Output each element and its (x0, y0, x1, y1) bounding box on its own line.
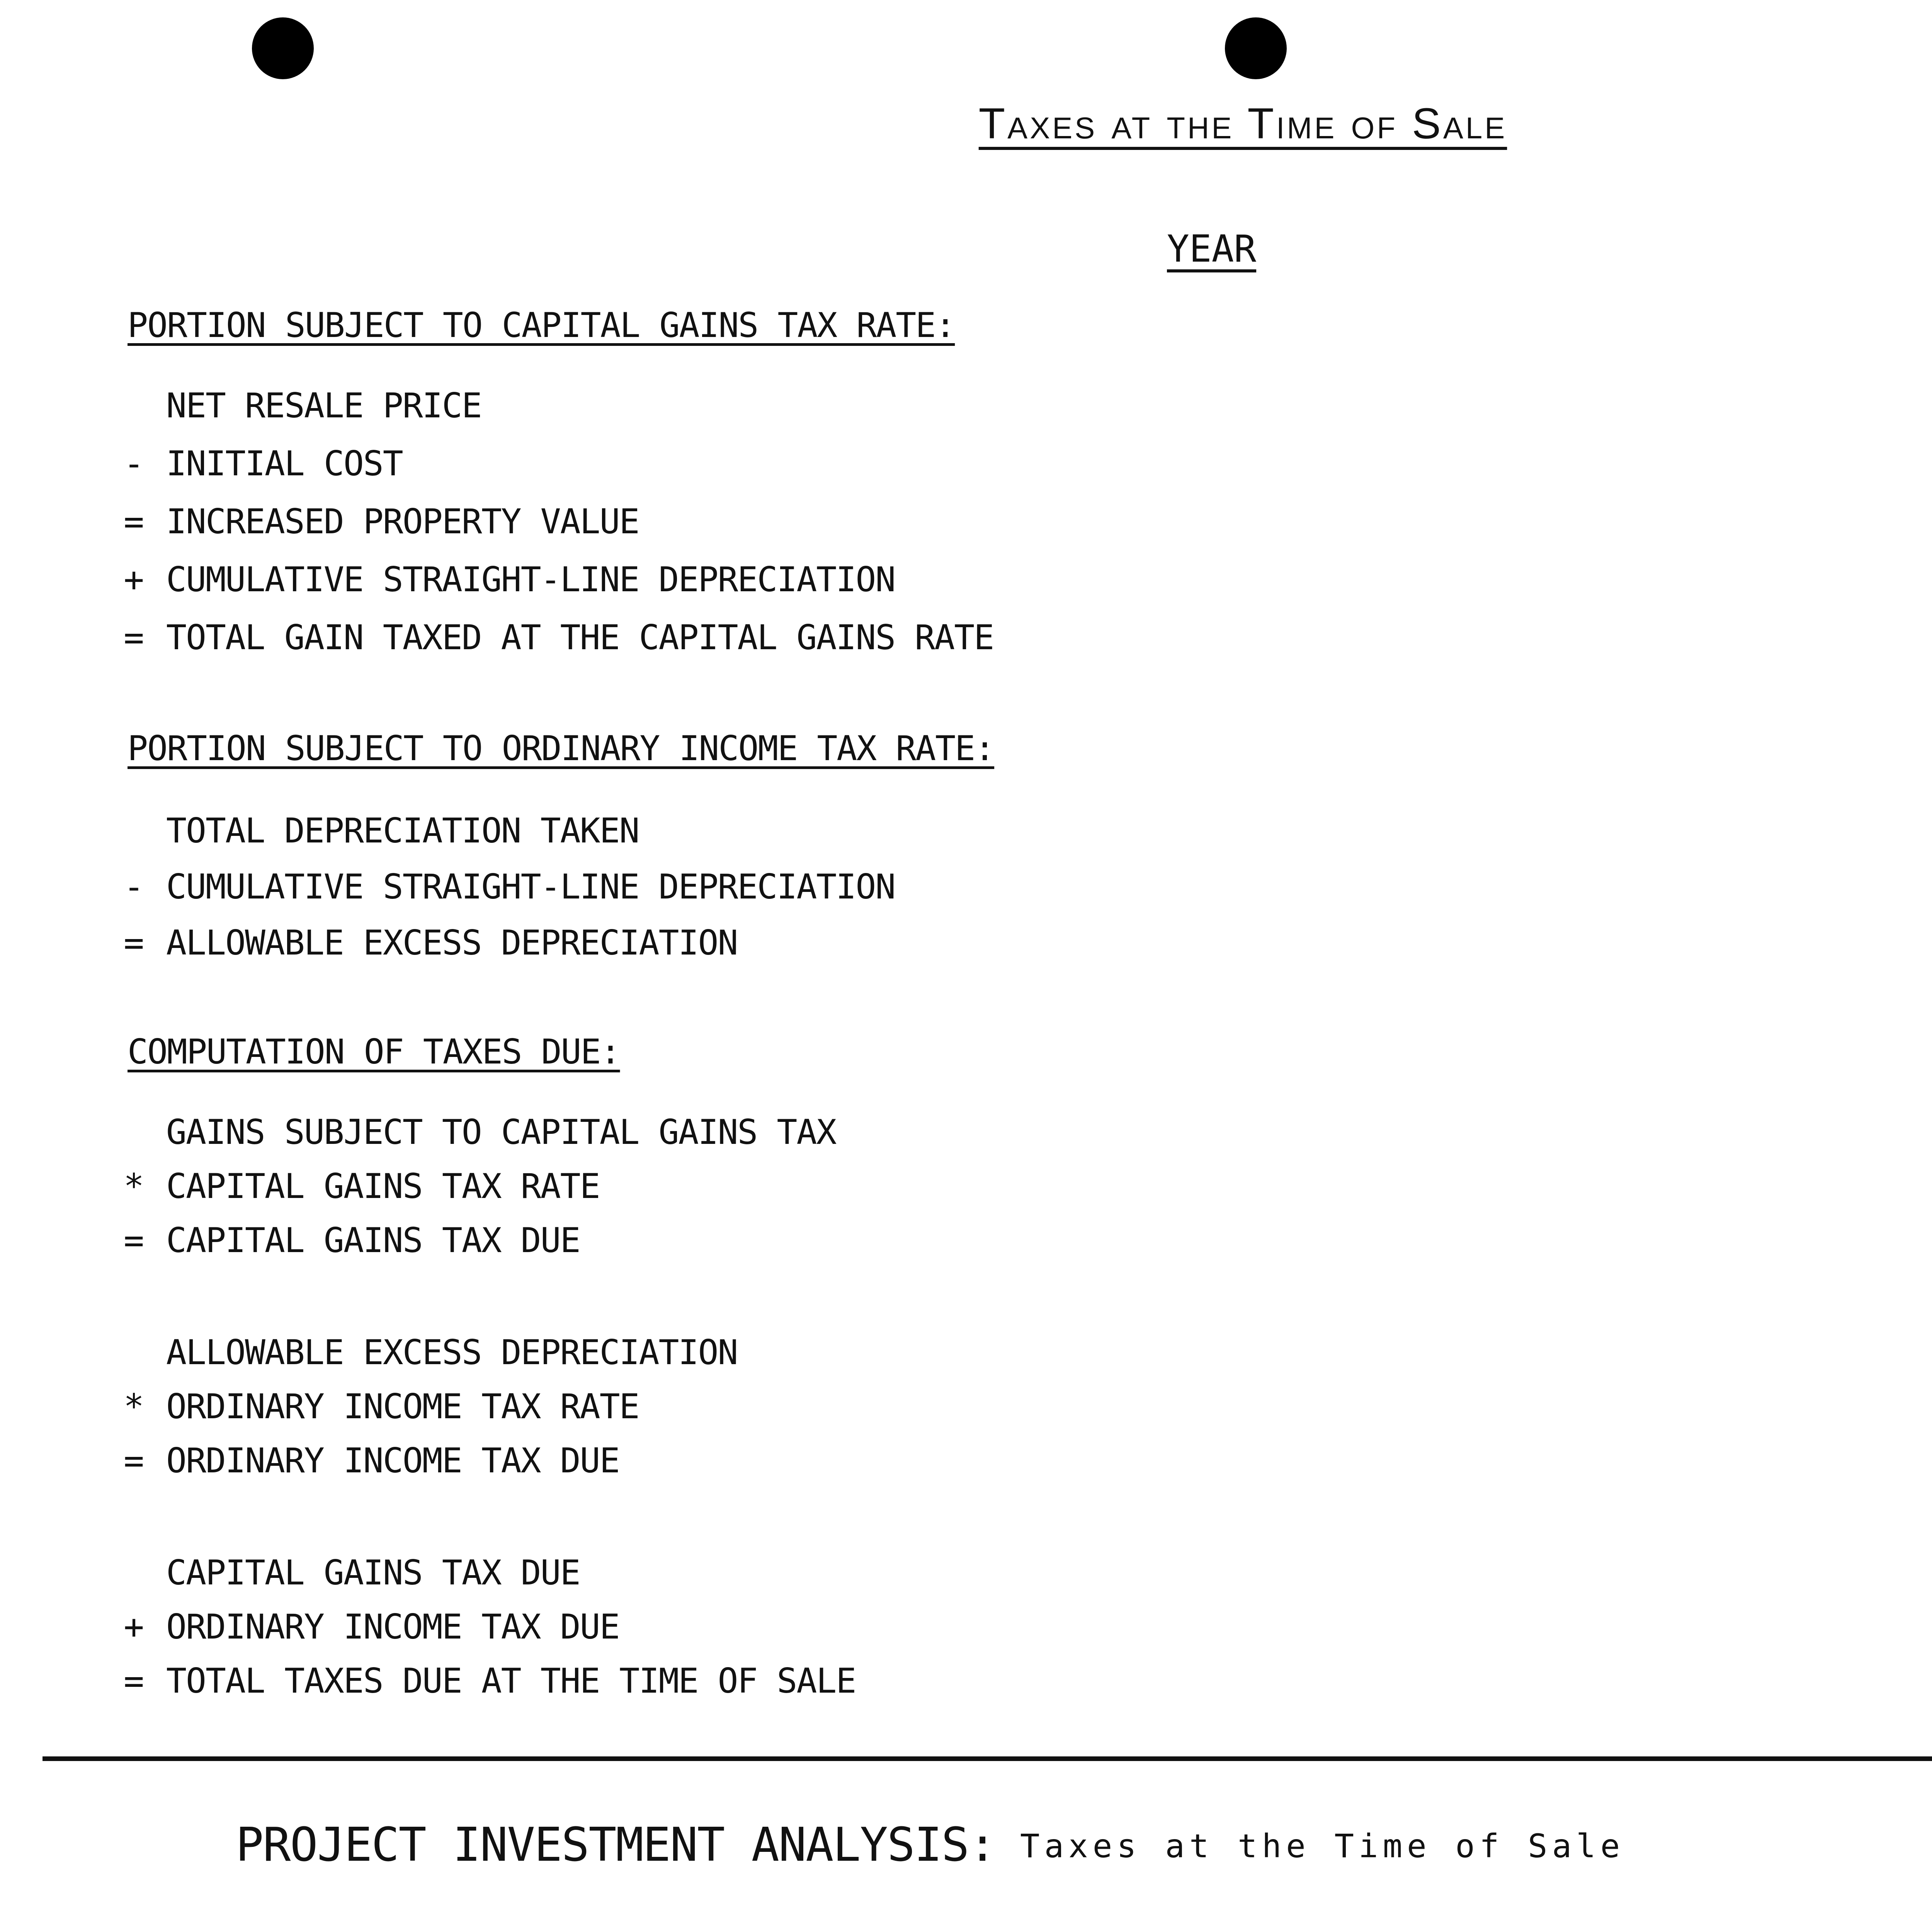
form-row (124, 1383, 1932, 1430)
form-row (124, 499, 1932, 545)
form-row (124, 864, 1932, 910)
row-label: ORDINARY INCOME TAX RATE (166, 1387, 639, 1426)
row-label: CAPITAL GAINS TAX RATE (166, 1166, 600, 1206)
year-label: YEAR (1167, 227, 1257, 271)
row-label: CUMULATIVE STRAIGHT-LINE DEPRECIATION (166, 560, 895, 599)
row-label: INCREASED PROPERTY VALUE (166, 502, 639, 541)
row-operator: * (124, 1387, 144, 1426)
form-row (124, 556, 1932, 603)
row-operator: = (124, 1441, 144, 1480)
form-row (124, 1109, 1932, 1155)
form-row (124, 808, 1932, 854)
section-heading-capital-gains-portion: PORTION SUBJECT TO CAPITAL GAINS TAX RATE: (128, 305, 955, 345)
row-label: CAPITAL GAINS TAX DUE (166, 1553, 580, 1593)
form-row (124, 1163, 1932, 1210)
footer-title: PROJECT INVESTMENT ANALYSIS: (236, 1818, 996, 1872)
form-row (124, 920, 1932, 966)
row-operator: = (124, 923, 144, 963)
row-label: INITIAL COST (166, 444, 403, 483)
form-row (124, 441, 1932, 487)
section-heading-computation: COMPUTATION OF TAXES DUE: (128, 1032, 620, 1072)
punch-hole-center (1225, 17, 1287, 79)
row-operator: = (124, 618, 144, 657)
row-operator: + (124, 1607, 144, 1647)
row-label: GAINS SUBJECT TO CAPITAL GAINS TAX (166, 1112, 836, 1152)
row-operator: = (124, 502, 144, 541)
row-label: ORDINARY INCOME TAX DUE (166, 1607, 619, 1647)
row-label: ORDINARY INCOME TAX DUE (166, 1441, 619, 1480)
form-row (124, 1604, 1932, 1650)
form-row (124, 614, 1932, 661)
row-label: TOTAL GAIN TAXED AT THE CAPITAL GAINS RATE (166, 618, 994, 657)
row-label: NET RESALE PRICE (166, 386, 481, 425)
row-operator: - (124, 867, 144, 907)
row-operator: = (124, 1661, 144, 1701)
row-label: CUMULATIVE STRAIGHT-LINE DEPRECIATION (166, 867, 895, 907)
form-row (124, 1550, 1932, 1596)
form-row (124, 1438, 1932, 1484)
section-heading-ordinary-income-portion: PORTION SUBJECT TO ORDINARY INCOME TAX RATE: (128, 728, 995, 768)
form-row (124, 383, 1932, 429)
page-title (0, 99, 1932, 148)
footer-subtitle: Taxes at the Time of Sale (1020, 1827, 1625, 1865)
row-label: TOTAL TAXES DUE AT THE TIME OF SALE (166, 1661, 856, 1701)
row-label: ALLOWABLE EXCESS DEPRECIATION (166, 923, 738, 963)
form-row (124, 1217, 1932, 1264)
form-row (124, 1329, 1932, 1376)
page-title-text: Taxes at the Time of Sale (978, 99, 1507, 148)
form-row (124, 1658, 1932, 1704)
row-label: CAPITAL GAINS TAX DUE (166, 1220, 580, 1260)
row-operator: = (124, 1220, 144, 1260)
footer-divider (43, 1756, 1932, 1761)
row-label: ALLOWABLE EXCESS DEPRECIATION (166, 1332, 738, 1372)
row-operator: + (124, 560, 144, 599)
punch-hole-left (252, 17, 314, 79)
row-operator: * (124, 1166, 144, 1206)
row-operator: - (124, 444, 144, 483)
row-label: TOTAL DEPRECIATION TAKEN (166, 811, 639, 851)
